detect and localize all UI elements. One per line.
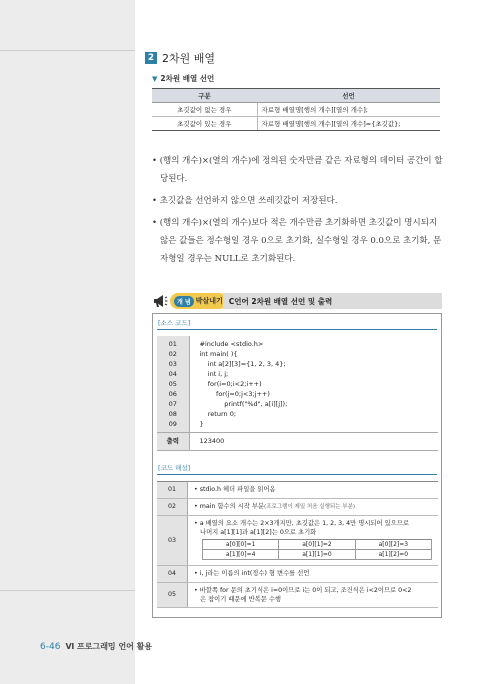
output-label: 출력 (157, 432, 189, 450)
divider (157, 474, 437, 475)
page-footer (40, 641, 152, 652)
table-cell: 초깃값이 있는 경우 (152, 117, 257, 131)
code-line: 01 #include <stdio.h> (157, 339, 438, 349)
table-cell: 초깃값이 없는 경우 (152, 103, 257, 117)
list-item: • (행의 개수)×(열의 개수)에 정의된 숫자만큼 같은 자료형의 데이터 공간이 할당된다. (152, 156, 443, 184)
divider (0, 50, 135, 51)
left-margin-band (0, 0, 135, 684)
list-item: • 초깃값을 선언하지 않으면 쓰레깃값이 저장된다. (152, 196, 338, 206)
example-box (152, 313, 442, 618)
table-row (152, 103, 440, 117)
divider (157, 329, 437, 330)
code-table (157, 336, 438, 451)
badge-label: 박살내기 (195, 297, 223, 305)
table-row (152, 117, 440, 131)
code-line: 02 int main( ){ (157, 349, 438, 359)
code-line: 05 for(i=0;i<2;i++) (157, 379, 438, 389)
list-item: • (행의 개수)×(열의 개수)보다 적은 개수만큼 초기화하면 초깃값이 명시되지 않은 값들은 정수형일 경우 0으로 초기화, 실수형일 경우 0.0으로 초기화, 문자형일 경우는 NULL로 초기화된다. (152, 218, 442, 264)
subsection-heading (152, 73, 214, 84)
array-values-grid: a[0][0]=1 a[0][1]=2 a[0][2]=3 a[1][0]=4 a[1][1]=0 a[1][2]=0 (202, 539, 432, 560)
section-heading (145, 50, 215, 66)
output-row (157, 432, 438, 450)
code-line: 04 int i, j; (157, 369, 438, 379)
section-title: 2차원 배열 (162, 52, 215, 65)
table-row: 05 • 바깥쪽 for 문의 초기식은 i=0이므로 i는 0이 되고, 조건식은 i<2이므로 0<2 은 참이기 때문에 반복문 수행 (157, 582, 438, 607)
source-code-label: [소스 코드] (158, 319, 191, 327)
table-row: 04 • i, j라는 이름의 int(정수) 형 변수를 선언 (157, 565, 438, 582)
output-value: 123400 (189, 432, 438, 450)
code-line: 06 for(j=0;j<3;j++) (157, 389, 438, 399)
table-row: 03 • a 배열의 요소 개수는 2×3개지만, 초깃값은 1, 2, 3, 4만 명시되어 있으므로 나머지 a[1][1]과 a[1][2]는 0으로 초기화 a[0][0]=1 a[0][1]=2 a[0][2]=3 a[1][0]=4 a[1][1]=0 a[1][2]=0 (157, 515, 438, 565)
concept-badge (170, 293, 227, 309)
example-header (152, 290, 442, 312)
table-cell: 자료형 배열명[행의 개수][열의 개수]; (257, 103, 440, 117)
table-header: 선언 (257, 89, 440, 103)
table-row: 02 • main 함수의 시작 부분(프로그램이 제일 처음 실행되는 부분) (157, 498, 438, 515)
table-header: 구분 (152, 89, 257, 103)
triangle-icon: ▼ (152, 74, 158, 83)
code-explain-label: [코드 해설] (158, 463, 191, 472)
explain-table (157, 481, 438, 608)
megaphone-icon (152, 293, 168, 309)
subsection-title: 2차원 배열 선언 (160, 74, 215, 83)
table-row: 01 • stdio.h 헤더 파일을 읽어옴 (157, 481, 438, 498)
example-title: C언어 2차원 배열 선언 및 출력 (223, 293, 442, 309)
code-line: 09 } (157, 419, 438, 429)
bullet-list (152, 152, 447, 272)
divider (0, 590, 135, 591)
page-number: 6-46 (40, 641, 61, 652)
code-line: 03 int a[2][3]={1, 2, 3, 4}; (157, 359, 438, 369)
declaration-table (152, 88, 440, 131)
badge-label: 개 념 (174, 296, 194, 307)
code-line: 08 return 0; (157, 409, 438, 419)
table-cell: 자료형 배열명[행의 개수][열의 개수]={초깃값}; (257, 117, 440, 131)
code-line: 07 printf("%d", a[i][j]); (157, 399, 438, 409)
section-number: 2 (145, 52, 157, 64)
chapter-title: Ⅵ 프로그래밍 언어 활용 (65, 642, 153, 651)
